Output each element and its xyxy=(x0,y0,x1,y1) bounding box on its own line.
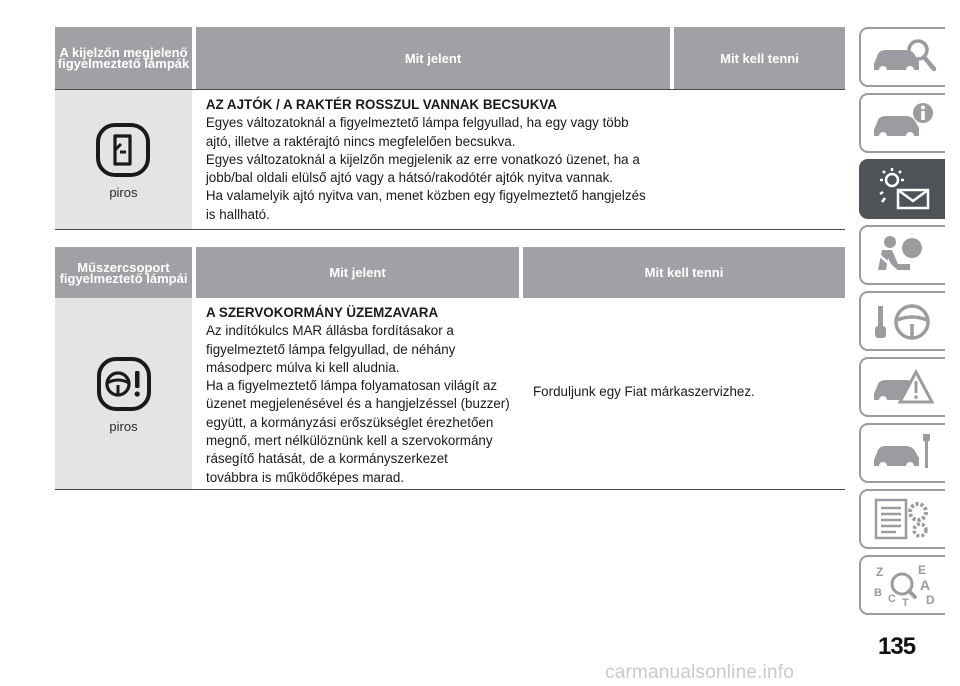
header-lamps: Műszercsoport figyelmeztető lámpái xyxy=(55,247,192,298)
header-action: Mit kell tenni xyxy=(674,27,845,89)
tab-starting-driving[interactable] xyxy=(859,291,945,351)
tab-index[interactable] xyxy=(859,555,945,615)
warning-light-envelope-icon xyxy=(868,166,938,212)
alphabet-index-icon xyxy=(868,562,938,608)
car-magnifier-icon xyxy=(868,34,938,80)
table-row xyxy=(55,89,845,230)
airbag-person-icon xyxy=(868,232,938,278)
meaning-line: ajtó, illetve a raktérajtó nincs megfelelően becsukva. xyxy=(205,133,516,149)
table-header xyxy=(55,27,845,89)
meaning-line: együtt, a kormányzási erőszükséglet érezhetően xyxy=(206,414,494,430)
header-action: Mit kell tenni xyxy=(523,247,845,298)
meaning-line: üzenet megjelenésével és a hangjelzéssel (buzzer) xyxy=(206,396,510,412)
meaning-line: rásegítő hatását, de a kormányszerkezet xyxy=(206,451,448,467)
meaning-line: figyelmeztető lámpa felgyullad, de néhány xyxy=(206,341,456,357)
meaning-line: jobb/bal oldali elülső ajtó vagy a hátsó/rakodótér ajtók nyitva vannak. xyxy=(205,170,614,186)
page-number: 135 xyxy=(878,633,916,660)
action-cell xyxy=(831,90,845,229)
meaning-cell xyxy=(192,298,519,489)
index-letter: D xyxy=(926,593,935,607)
door-open-warning-icon xyxy=(93,120,153,180)
header-meaning: Mit jelent xyxy=(196,247,519,298)
meaning-line: is hallható. xyxy=(205,206,270,222)
index-letter: A xyxy=(920,577,931,593)
meaning-line: másodperc múlva ki kell aludnia. xyxy=(206,359,400,375)
warning-table-display xyxy=(55,27,845,230)
meaning-line: Ha a figyelmeztető lámpa folyamatosan világít az xyxy=(206,378,498,394)
meaning-line: megnő, mert nélkülöznünk kell a szervokormány xyxy=(206,433,493,449)
warning-table-cluster xyxy=(55,247,845,490)
car-wrench-icon xyxy=(868,430,938,476)
lamp-color: piros xyxy=(109,418,138,434)
table-header xyxy=(55,247,845,298)
index-letter: T xyxy=(902,597,909,608)
warning-title: A SZERVOKORMÁNY ÜZEMZAVARA xyxy=(206,305,439,320)
tab-safety[interactable] xyxy=(859,225,945,285)
tab-technical-data[interactable] xyxy=(859,489,945,549)
lamp-cell xyxy=(55,298,192,489)
tab-maintenance[interactable] xyxy=(859,423,945,483)
key-steering-wheel-icon xyxy=(868,298,938,344)
index-letter: C xyxy=(888,593,896,605)
table-row xyxy=(55,298,845,490)
meaning-cell xyxy=(192,90,831,229)
meaning-line: Egyes változatoknál a kijelzőn megjelenik az erre vonatkozó üzenet, ha a xyxy=(205,151,640,167)
header-lamps: A kijelzőn megjelenő figyelmeztető lámpák xyxy=(55,27,192,89)
index-letter: B xyxy=(874,587,882,599)
power-steering-warning-icon xyxy=(94,354,154,414)
warning-title: AZ AJTÓK / A RAKTÉR ROSSZUL VANNAK BECSUKVA xyxy=(205,97,557,112)
tab-car-magnifier[interactable] xyxy=(859,27,945,87)
tab-car-info[interactable] xyxy=(859,93,945,153)
index-letter: Z xyxy=(876,565,884,579)
lamp-color: piros xyxy=(109,184,138,200)
index-letter: E xyxy=(918,563,927,577)
chapter-tabs xyxy=(859,27,945,621)
car-info-icon xyxy=(868,100,938,146)
tab-emergency[interactable] xyxy=(859,357,945,417)
watermark: carmanualsonline.info xyxy=(605,662,795,683)
lamp-cell xyxy=(55,90,192,229)
meaning-line: Ha valamelyik ajtó nyitva van, menet közben egy figyelmeztető hangjelzés xyxy=(205,188,646,204)
meaning-line: Az indítókulcs MAR állásba fordításakor a xyxy=(206,323,454,339)
meaning-line: továbbra is működőképes marad. xyxy=(206,469,404,485)
list-gears-icon xyxy=(868,496,938,542)
meaning-line: Egyes változatoknál a figyelmeztető lámpa felgyullad, ha egy vagy több xyxy=(205,115,629,131)
tab-warning-lights[interactable] xyxy=(859,159,945,219)
header-meaning: Mit jelent xyxy=(196,27,670,89)
action-cell: Forduljunk egy Fiat márkaszervizhez. xyxy=(533,384,755,399)
car-warning-triangle-icon xyxy=(868,364,938,410)
